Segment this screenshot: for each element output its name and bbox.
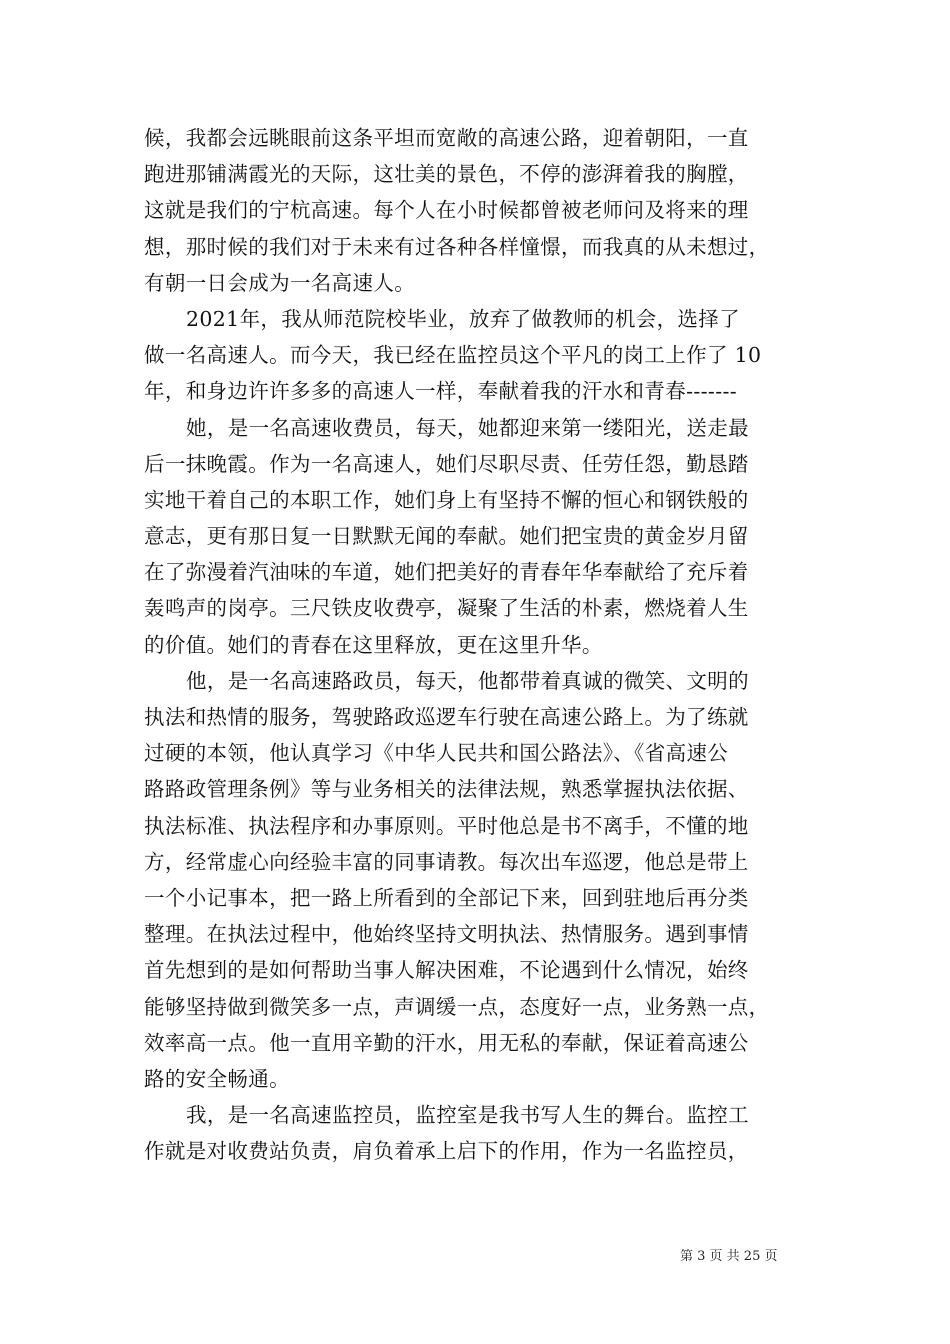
text-line: 这就是我们的宁杭高速。每个人在小时候都曾被老师问及将来的理 — [144, 198, 749, 223]
text-line: 效率高一点。他一直用辛勤的汗水，用无私的奉献，保证着高速公 — [144, 1030, 749, 1055]
paragraph-start-line: 她，是一名高速收费员，每天，她都迎来第一缕阳光，送走最 — [186, 415, 749, 440]
text-line: 实地干着自己的本职工作，她们身上有坚持不懈的恒心和钢铁般的 — [144, 487, 749, 512]
text-line: 一个小记事本，把一路上所看到的全部记下来，回到驻地后再分类 — [144, 885, 749, 910]
text-line: 意志，更有那日复一日默默无闻的奉献。她们把宝贵的黄金岁月留 — [144, 524, 749, 549]
text-line: 执法和热情的服务，驾驶路政巡逻车行驶在高速公路上。为了练就 — [144, 705, 749, 729]
text-line: 轰鸣声的岗亭。三尺铁皮收费亭，凝聚了生活的朴素，燃烧着人生 — [144, 596, 749, 621]
text-line: 的价值。她们的青春在这里释放，更在这里升华。 — [144, 632, 603, 657]
text-line: 方，经常虚心向经验丰富的同事请教。每次出车巡逻，他总是带上 — [144, 849, 749, 874]
text-line: 执法标准、执法程序和办事原则。平时他总是书不离手，不懂的地 — [144, 813, 749, 838]
page-number-footer: 第 3 页 共 25 页 — [680, 1249, 778, 1264]
text-line: 跑进那铺满霞光的天际，这壮美的景色，不停的澎湃着我的胸膛， — [144, 162, 749, 187]
text-line: 路的安全畅通。 — [144, 1066, 290, 1091]
text-line: 作就是对收费站负责，肩负着承上启下的作用，作为一名监控员， — [144, 1139, 749, 1164]
text-line: 路路政管理条例》等与业务相关的法律法规，熟悉掌握执法依据、 — [144, 777, 749, 802]
text-line: 过硬的本领，他认真学习《中华人民共和国公路法》、《省高速公 — [144, 741, 729, 766]
paragraph-start-line: 2021年，我从师范院校毕业，放弃了做教师的机会，选择了 — [186, 306, 740, 331]
body-text — [144, 120, 824, 1169]
paragraph-start-line: 我，是一名高速监控员，监控室是我书写人生的舞台。监控工 — [186, 1103, 749, 1128]
paragraph-start-line: 他，是一名高速路政员，每天，他都带着真诚的微笑、文明的 — [186, 668, 749, 693]
text-line: 有朝一日会成为一名高速人。 — [144, 270, 416, 295]
text-line: 后一抹晚霞。作为一名高速人，她们尽职尽责、任劳任怨，勤恳踏 — [144, 451, 749, 476]
text-line: 在了弥漫着汽油味的车道，她们把美好的青春年华奉献给了充斥着 — [144, 560, 749, 585]
text-line: 想，那时候的我们对于未来有过各种各样憧憬，而我真的从未想过， — [144, 234, 770, 259]
text-line: 年，和身边许许多多的高速人一样，奉献着我的汗水和青春------- — [144, 379, 738, 404]
text-line: 做一名高速人。而今天，我已经在监控员这个平凡的岗工上作了 10 — [144, 343, 762, 368]
text-line: 首先想到的是如何帮助当事人解决困难，不论遇到什么情况，始终 — [144, 958, 749, 983]
text-line: 能够坚持做到微笑多一点，声调缓一点，态度好一点，业务熟一点， — [144, 994, 770, 1019]
text-line: 候，我都会远眺眼前这条平坦而宽敞的高速公路，迎着朝阳，一直 — [144, 126, 749, 150]
text-line: 整理。在执法过程中，他始终坚持文明执法、热情服务。遇到事情 — [144, 922, 749, 947]
